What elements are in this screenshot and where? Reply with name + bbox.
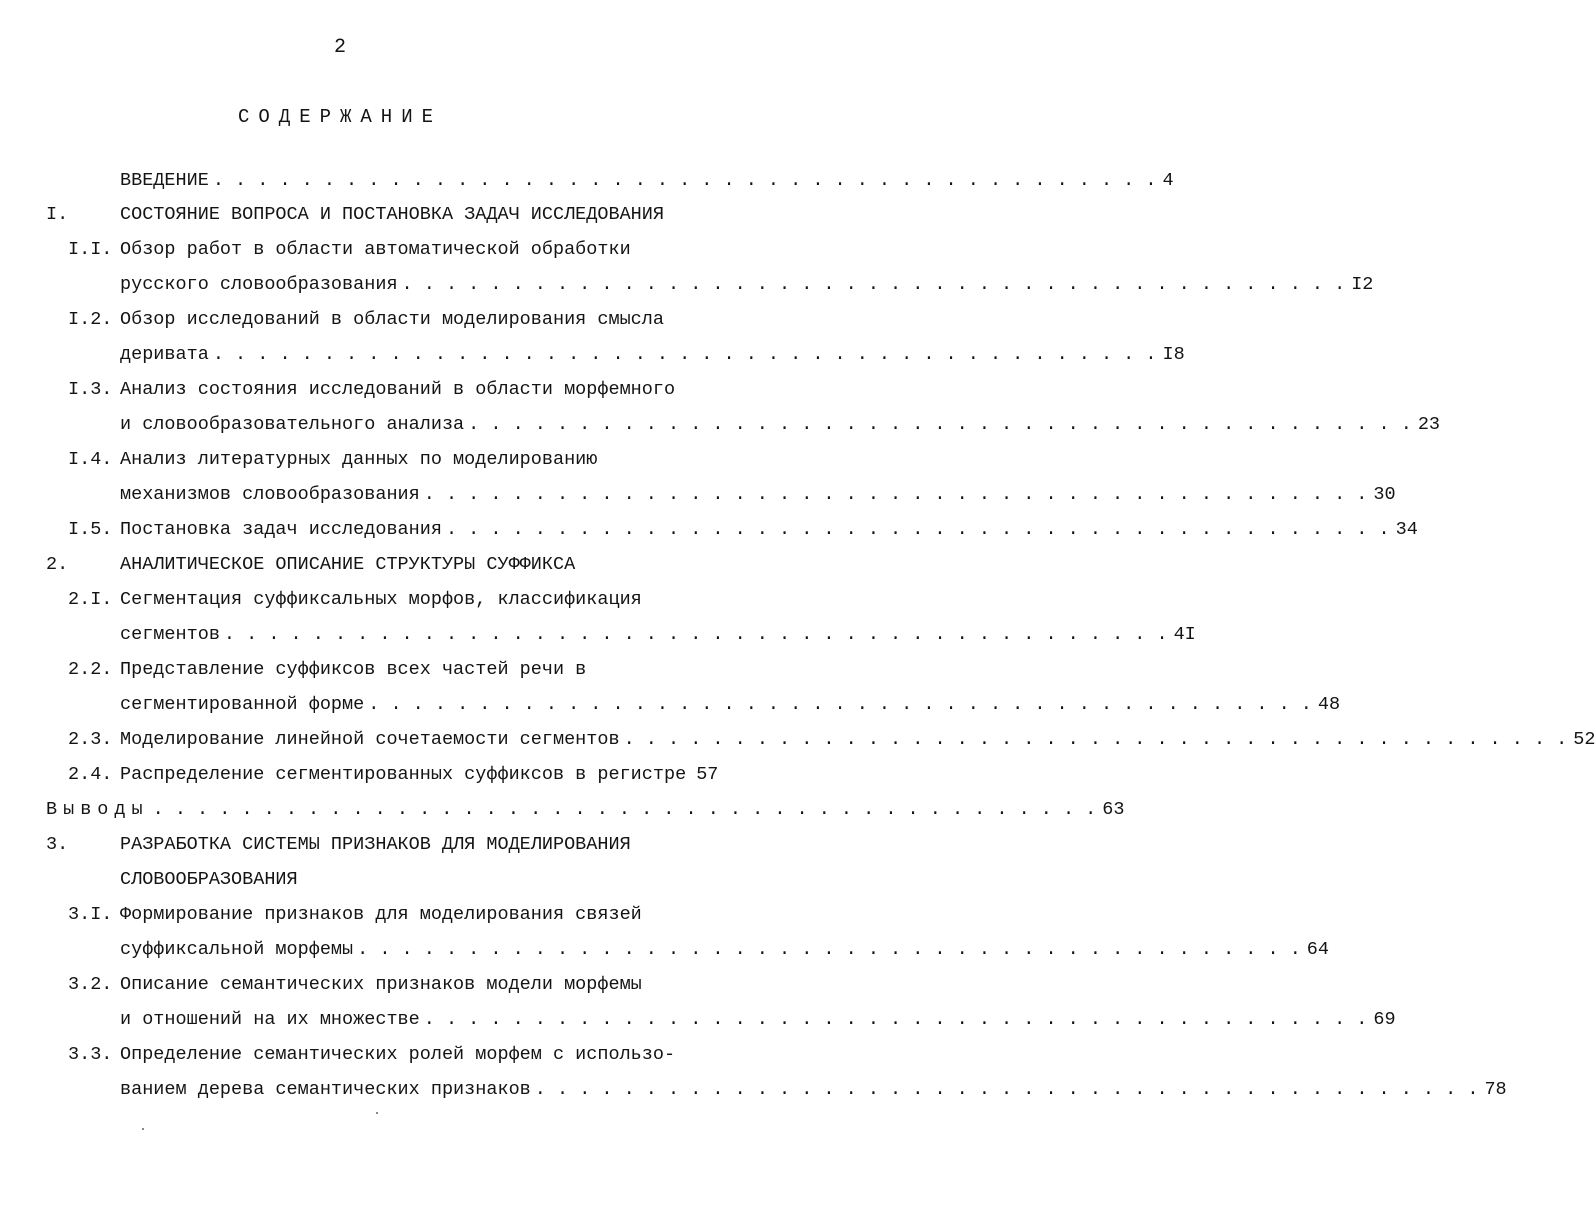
toc-s1-1-line2: [120, 270, 1374, 300]
toc-s3-3-text: ванием дерева семантических признаков: [120, 1079, 531, 1100]
toc-s1-2-line2: [120, 340, 1185, 370]
toc-s3-3-page: 78: [1484, 1079, 1507, 1100]
toc-s2-2-page: 48: [1317, 694, 1341, 715]
toc-s1-5-number: I.5.: [68, 519, 113, 540]
toc-s1-2-text: деривата: [120, 344, 209, 365]
toc-s2-4-text: Распределение сегментированных суффиксов в регистре: [120, 764, 687, 785]
scan-speck: [142, 1128, 144, 1130]
toc-s3-1-text: суффиксальной морфемы: [120, 939, 354, 960]
toc-s2-2-number: 2.2.: [68, 659, 113, 680]
toc-s1-1-text: русского словообразования: [120, 274, 398, 295]
toc-s3-3-line1: Определение семантических ролей морфем с использо-: [120, 1044, 676, 1065]
leader-dots: . . . . . . . . . . . . . . . . . . . . . . . . . . . . . . . . . . . . . . . . . . .: [223, 624, 1168, 645]
scan-speck: [376, 1112, 378, 1114]
toc-s2-1-text: сегментов: [120, 624, 220, 645]
toc-s1-4-page: 30: [1373, 484, 1396, 505]
leader-dots: . . . . . . . . . . . . . . . . . . . . . . . . . . . . . . . . . . . . . . . . . . .: [623, 729, 1568, 750]
toc-ch3-title-line2: СЛОВООБРАЗОВАНИЯ: [120, 869, 298, 890]
toc-s2-4-number: 2.4.: [68, 764, 113, 785]
leader-dots: . . . . . . . . . . . . . . . . . . . . . . . . . . . . . . . . . . . . . . . . . . .: [152, 799, 1097, 820]
toc-s1-2-number: I.2.: [68, 309, 113, 330]
toc-s2-3-page: 52: [1573, 729, 1595, 750]
toc-s1-4-text: механизмов словообразования: [120, 484, 420, 505]
toc-s1-1-page: I2: [1351, 274, 1374, 295]
leader-dots: . . . . . . . . . . . . . . . . . . . . . . . . . . . . . . . . . . . . . . . . . . .: [212, 170, 1157, 191]
toc-s3-2-page: 69: [1373, 1009, 1396, 1030]
leader-dots: . . . . . . . . . . . . . . . . . . . . . . . . . . . . . . . . . . . . . . . . . . .: [445, 519, 1390, 540]
toc-s1-3-text: и словообразовательного анализа: [120, 414, 465, 435]
toc-ch1-number: I.: [46, 204, 69, 225]
leader-dots: . . . . . . . . . . . . . . . . . . . . . . . . . . . . . . . . . . . . . . . . . . .: [357, 939, 1301, 960]
toc-ch3-title-line1: РАЗРАБОТКА СИСТЕМЫ ПРИЗНАКОВ ДЛЯ МОДЕЛИРОВАНИЯ: [120, 834, 631, 855]
toc-s2-1-number: 2.I.: [68, 589, 113, 610]
toc-s3-3-number: 3.3.: [68, 1044, 113, 1065]
toc-s2-4-page: 57: [696, 764, 719, 785]
toc-s1-2-page: I8: [1162, 344, 1185, 365]
toc-s2-4-line1: [120, 760, 719, 790]
leader-dots: . . . . . . . . . . . . . . . . . . . . . . . . . . . . . . . . . . . . . . . . . . .: [534, 1079, 1479, 1100]
toc-s1-3-page: 23: [1417, 414, 1441, 435]
toc-s3-1-page: 64: [1306, 939, 1330, 960]
toc-s1-3-number: I.3.: [68, 379, 113, 400]
toc-s1-4-number: I.4.: [68, 449, 113, 470]
toc-s1-4-line1: Анализ литературных данных по моделированию: [120, 449, 598, 470]
page-number: 2: [333, 36, 346, 59]
toc-s2-2-line1: Представление суффиксов всех частей речи в: [120, 659, 587, 680]
toc-s2-2-line2: [120, 690, 1341, 720]
toc-intro-page: 4: [1162, 170, 1174, 191]
toc-s1-2-line1: Обзор исследований в области моделирования смысла: [120, 309, 664, 330]
toc-ch2-title: АНАЛИТИЧЕСКОЕ ОПИСАНИЕ СТРУКТУРЫ СУФФИКСА: [120, 554, 576, 575]
toc-s3-2-number: 3.2.: [68, 974, 113, 995]
toc-entry-intro: [120, 166, 1174, 196]
toc-s1-1-number: I.I.: [68, 239, 113, 260]
toc-conclusions-text: Выводы: [46, 799, 149, 820]
leader-dots: . . . . . . . . . . . . . . . . . . . . . . . . . . . . . . . . . . . . . . . . . . .: [423, 484, 1368, 505]
leader-dots: . . . . . . . . . . . . . . . . . . . . . . . . . . . . . . . . . . . . . . . . . . .: [401, 274, 1346, 295]
toc-s3-3-line2: [120, 1075, 1507, 1105]
toc-s3-2-line2: [120, 1005, 1396, 1035]
leader-dots: . . . . . . . . . . . . . . . . . . . . . . . . . . . . . . . . . . . . . . . . . . .: [212, 344, 1157, 365]
toc-s2-3-line1: [120, 725, 1595, 755]
toc-s1-4-line2: [120, 480, 1396, 510]
toc-conclusions-page: 63: [1102, 799, 1125, 820]
toc-s1-5-text: Постановка задач исследования: [120, 519, 442, 540]
toc-ch3-number: 3.: [46, 834, 69, 855]
toc-ch2-number: 2.: [46, 554, 69, 575]
toc-s3-2-line1: Описание семантических признаков модели морфемы: [120, 974, 642, 995]
toc-s2-3-number: 2.3.: [68, 729, 113, 750]
toc-entry-conclusions: [46, 795, 1125, 825]
toc-s2-1-page: 4I: [1173, 624, 1196, 645]
toc-s3-2-text: и отношений на их множестве: [120, 1009, 420, 1030]
toc-s1-5-page: 34: [1395, 519, 1418, 540]
toc-s1-1-line1: Обзор работ в области автоматической обработки: [120, 239, 631, 260]
toc-s1-5-line1: [120, 515, 1418, 545]
toc-s3-1-number: 3.I.: [68, 904, 113, 925]
toc-s1-3-line1: Анализ состояния исследований в области морфемного: [120, 379, 676, 400]
toc-s1-3-line2: [120, 410, 1441, 440]
leader-dots: . . . . . . . . . . . . . . . . . . . . . . . . . . . . . . . . . . . . . . . . . . .: [468, 414, 1412, 435]
leader-dots: . . . . . . . . . . . . . . . . . . . . . . . . . . . . . . . . . . . . . . . . . . .: [423, 1009, 1368, 1030]
toc-s2-1-line1: Сегментация суффиксальных морфов, классификация: [120, 589, 642, 610]
page-title: СОДЕРЖАНИЕ: [237, 106, 443, 128]
toc-s2-1-line2: [120, 620, 1196, 650]
toc-s2-2-text: сегментированной форме: [120, 694, 365, 715]
toc-ch1-title: СОСТОЯНИЕ ВОПРОСА И ПОСТАНОВКА ЗАДАЧ ИССЛЕДОВАНИЯ: [120, 204, 664, 225]
leader-dots: . . . . . . . . . . . . . . . . . . . . . . . . . . . . . . . . . . . . . . . . . . .: [368, 694, 1312, 715]
toc-intro-text: ВВЕДЕНИЕ: [120, 170, 209, 191]
toc-s2-3-text: Моделирование линейной сочетаемости сегментов: [120, 729, 620, 750]
toc-s3-1-line2: [120, 935, 1330, 965]
toc-s3-1-line1: Формирование признаков для моделирования связей: [120, 904, 642, 925]
